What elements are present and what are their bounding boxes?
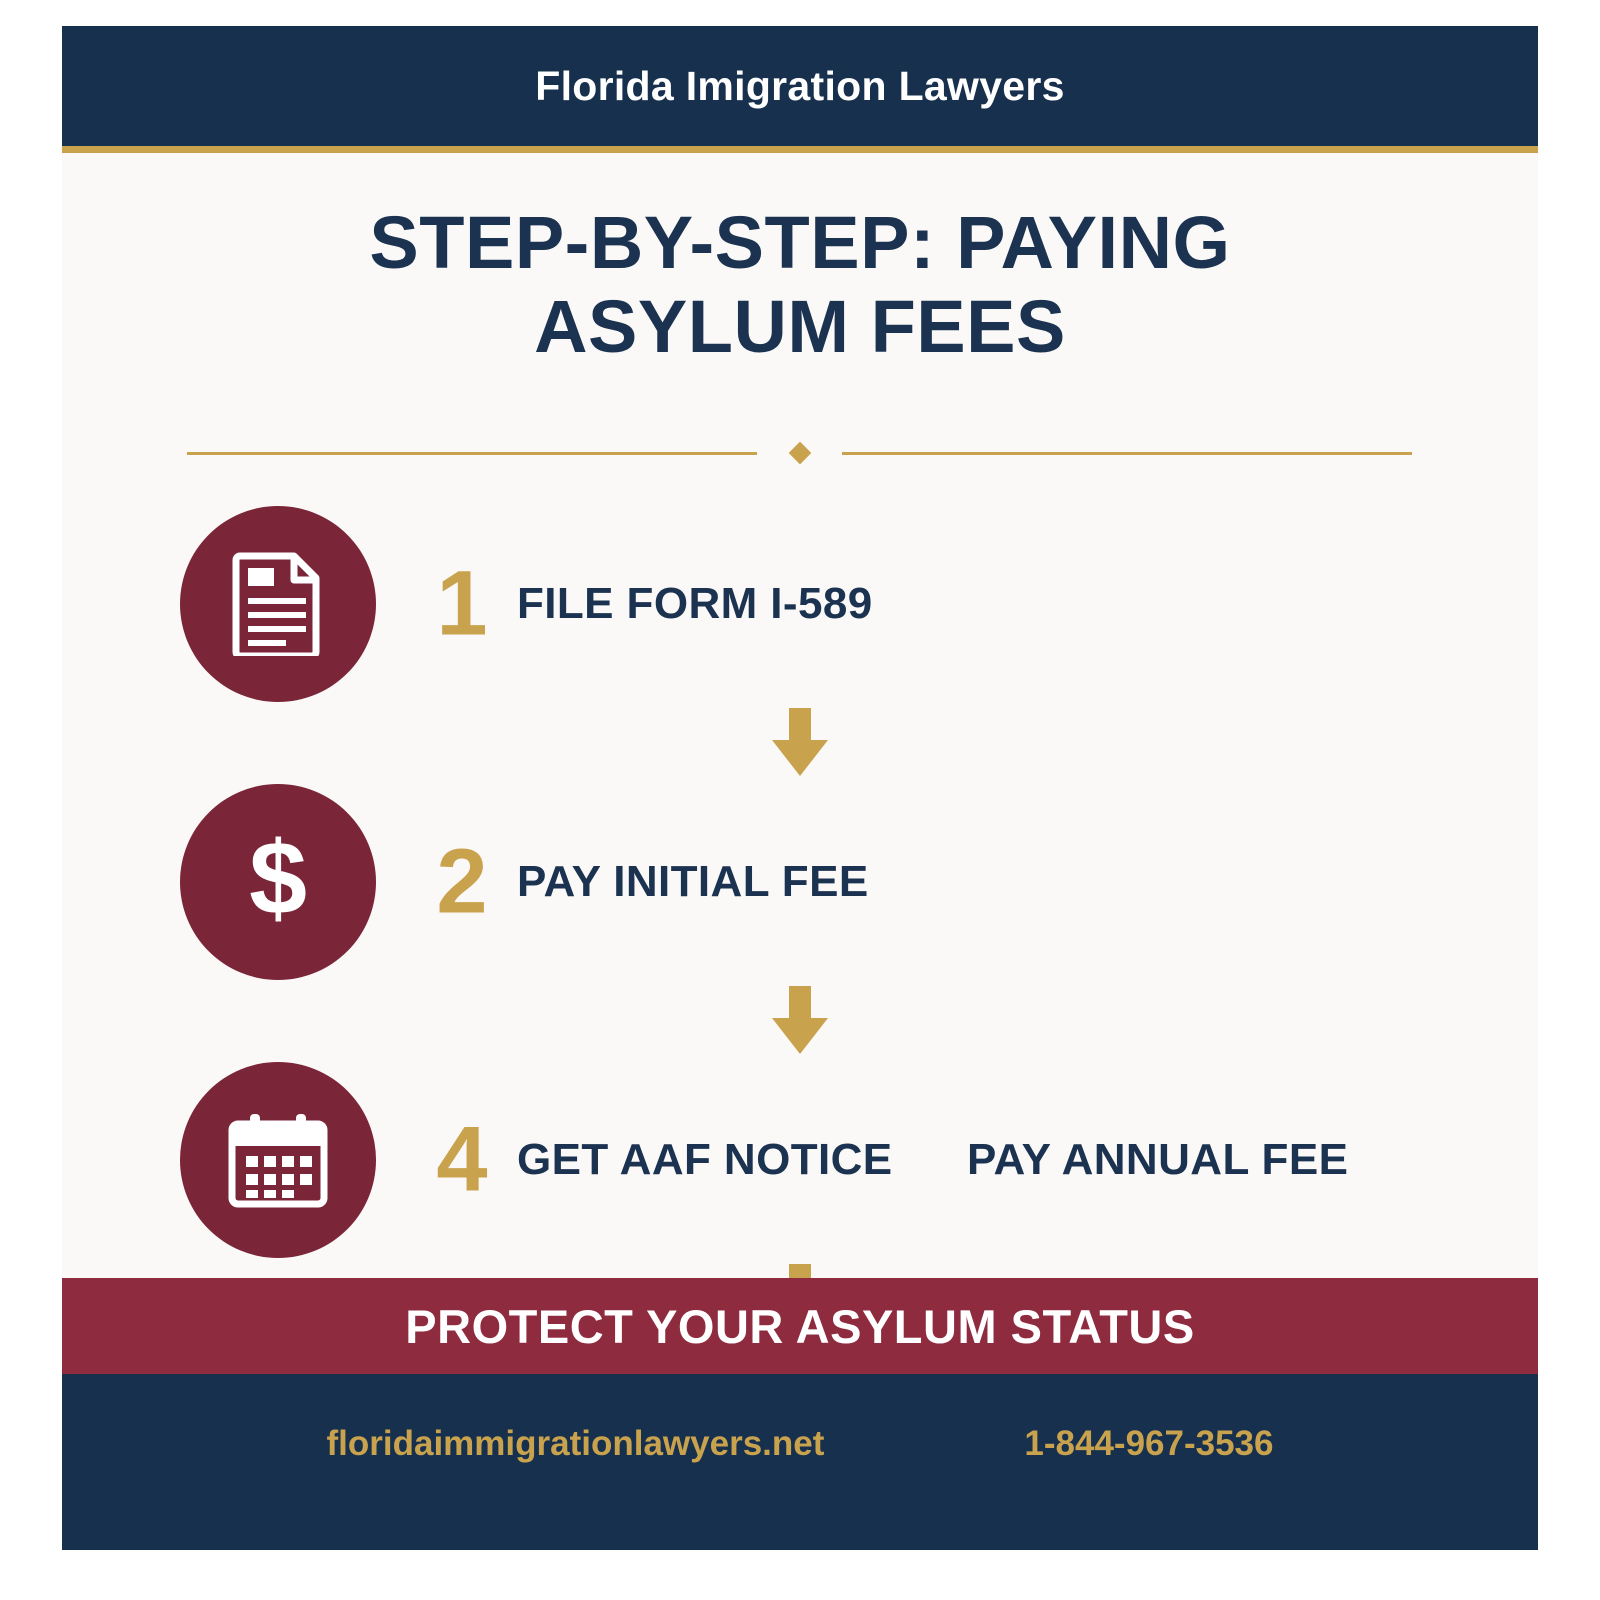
footer-phone[interactable]: 1-844-967-3536	[1024, 1424, 1274, 1463]
diamond-icon	[788, 442, 811, 465]
step-label-secondary: PAY ANNUAL FEE	[967, 1135, 1349, 1184]
step-row	[62, 506, 1538, 702]
step-label: PAY INITIAL FEE	[517, 857, 869, 906]
step-label: GET AAF NOTICE	[517, 1135, 893, 1184]
arrow-connector	[62, 702, 1538, 784]
brand-title: Florida Imigration Lawyers	[535, 62, 1065, 109]
cta-text: PROTECT YOUR ASYLUM STATUS	[405, 1299, 1195, 1353]
step-number: 4	[436, 1108, 488, 1211]
document-icon	[180, 506, 376, 702]
divider-line-left	[187, 452, 757, 455]
footer-bar	[62, 1374, 1538, 1550]
step-label: FILE FORM I-589	[517, 579, 873, 628]
header-gold-rule	[62, 146, 1538, 153]
infographic-card	[62, 26, 1538, 1550]
calendar-icon	[180, 1062, 376, 1258]
page-title-line-1: STEP-BY-STEP: PAYING	[369, 201, 1231, 284]
dollar-icon	[180, 784, 376, 980]
step-row	[62, 784, 1538, 980]
footer-website[interactable]: floridaimmigrationlawyers.net	[326, 1424, 825, 1463]
arrow-connector	[62, 980, 1538, 1062]
cta-banner	[62, 1278, 1538, 1374]
page-title	[132, 201, 1468, 368]
steps-list	[62, 506, 1538, 1340]
divider-line-right	[842, 452, 1412, 455]
step-number: 1	[436, 552, 488, 655]
ornamental-divider	[187, 441, 1412, 465]
arrow-down-icon	[767, 708, 833, 778]
arrow-down-icon	[767, 986, 833, 1056]
step-number: 2	[436, 830, 488, 933]
page-title-line-2: ASYLUM FEES	[534, 284, 1066, 368]
header-bar	[62, 26, 1538, 146]
svg-text:$: $	[249, 830, 307, 934]
footer-content	[62, 1374, 1538, 1514]
step-row	[62, 1062, 1538, 1258]
